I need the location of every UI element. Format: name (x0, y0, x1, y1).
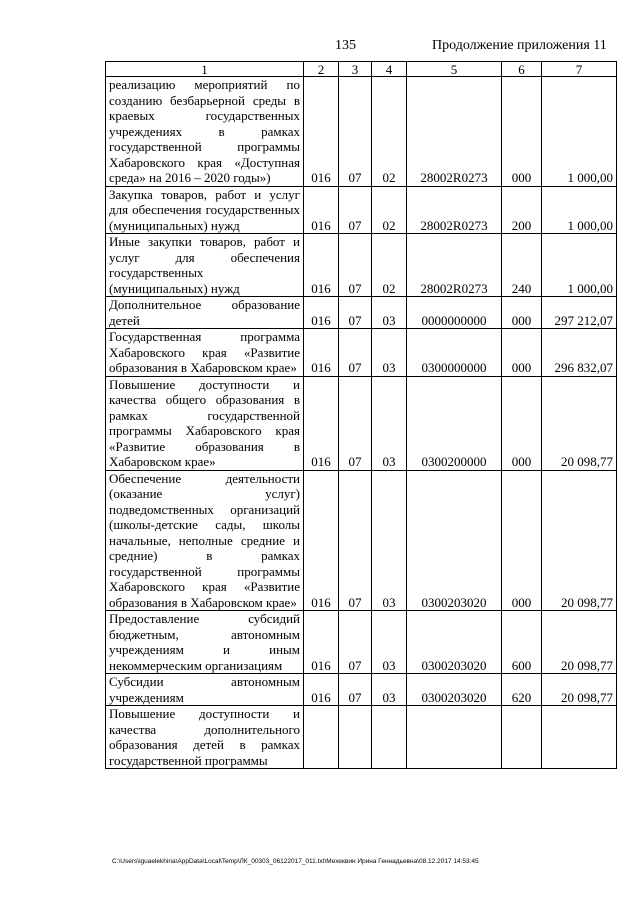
column-header: 1 (106, 62, 304, 77)
amount: 20 098,77 (542, 470, 617, 611)
expense-type-code (502, 706, 542, 769)
amount (542, 706, 617, 769)
target-article-code: 0300000000 (407, 329, 502, 377)
row-name: Повышение доступности и качества общего образования в рамках государственной программы Хабаровского края «Развитие образования в Хабаровском крае» (106, 376, 304, 470)
row-name: Закупка товаров, работ и услуг для обеспечения государственных (муниципальных) нужд (106, 186, 304, 234)
section-code: 07 (339, 329, 372, 377)
subsection-code: 02 (372, 186, 407, 234)
amount: 1 000,00 (542, 186, 617, 234)
section-code: 07 (339, 611, 372, 674)
amount: 296 832,07 (542, 329, 617, 377)
row-name: Субсидии автономным учреждениям (106, 674, 304, 706)
target-article-code: 0300200000 (407, 376, 502, 470)
amount: 20 098,77 (542, 674, 617, 706)
row-name: Государственная программа Хабаровского края «Развитие образования в Хабаровском крае» (106, 329, 304, 377)
amount: 1 000,00 (542, 234, 617, 297)
ministry-code: 016 (304, 77, 339, 187)
row-name: Иные закупки товаров, работ и услуг для обеспечения государственных (муниципальных) нужд (106, 234, 304, 297)
subsection-code: 03 (372, 297, 407, 329)
column-header: 3 (339, 62, 372, 77)
section-code: 07 (339, 674, 372, 706)
section-code: 07 (339, 77, 372, 187)
section-code: 07 (339, 234, 372, 297)
section-code: 07 (339, 297, 372, 329)
row-name: Повышение доступности и качества дополнительного образования детей в рамках государственной программы (106, 706, 304, 769)
amount: 1 000,00 (542, 77, 617, 187)
row-name: реализацию мероприятий по созданию безбарьерной среды в краевых государственных учреждениях в рамках государственной программы Хабаровского края «Доступная среда» на 2016 – 2020 годы») (106, 77, 304, 187)
expense-type-code: 620 (502, 674, 542, 706)
table-row (106, 706, 617, 769)
ministry-code: 016 (304, 329, 339, 377)
table-row (106, 376, 617, 470)
expense-type-code: 240 (502, 234, 542, 297)
page-number: 135 (335, 38, 356, 53)
table-row (106, 77, 617, 187)
table-row (106, 297, 617, 329)
target-article-code: 0300203020 (407, 674, 502, 706)
continuation-caption: Продолжение приложения 11 (432, 38, 607, 53)
row-name: Обеспечение деятельности (оказание услуг) подведомственных организаций (школы-детские сады, школы начальные, неполные средние и средние) в рамках государственной программы Хабаровского края «Развитие образования в Хабаровском крае» (106, 470, 304, 611)
table-row (106, 329, 617, 377)
subsection-code: 03 (372, 329, 407, 377)
expense-type-code: 000 (502, 329, 542, 377)
target-article-code (407, 706, 502, 769)
ministry-code: 016 (304, 674, 339, 706)
budget-table (105, 61, 617, 769)
target-article-code: 28002R0273 (407, 77, 502, 187)
subsection-code: 03 (372, 376, 407, 470)
column-header: 5 (407, 62, 502, 77)
ministry-code: 016 (304, 186, 339, 234)
amount: 297 212,07 (542, 297, 617, 329)
column-header: 4 (372, 62, 407, 77)
target-article-code: 28002R0273 (407, 186, 502, 234)
ministry-code: 016 (304, 297, 339, 329)
target-article-code: 28002R0273 (407, 234, 502, 297)
subsection-code: 02 (372, 77, 407, 187)
table-row (106, 470, 617, 611)
ministry-code: 016 (304, 470, 339, 611)
table-row (106, 611, 617, 674)
target-article-code: 0300203020 (407, 611, 502, 674)
section-code: 07 (339, 470, 372, 611)
table-row (106, 234, 617, 297)
row-name: Дополнительное образование детей (106, 297, 304, 329)
section-code: 07 (339, 186, 372, 234)
subsection-code (372, 706, 407, 769)
ministry-code: 016 (304, 611, 339, 674)
subsection-code: 03 (372, 674, 407, 706)
ministry-code: 016 (304, 234, 339, 297)
subsection-code: 03 (372, 611, 407, 674)
expense-type-code: 000 (502, 376, 542, 470)
subsection-code: 03 (372, 470, 407, 611)
target-article-code: 0300203020 (407, 470, 502, 611)
section-code (339, 706, 372, 769)
expense-type-code: 200 (502, 186, 542, 234)
column-header: 7 (542, 62, 617, 77)
row-name: Предоставление субсидий бюджетным, автономным учреждениям и иным некоммерческим организациям (106, 611, 304, 674)
ministry-code: 016 (304, 376, 339, 470)
table-row (106, 186, 617, 234)
expense-type-code: 000 (502, 77, 542, 187)
target-article-code: 0000000000 (407, 297, 502, 329)
amount: 20 098,77 (542, 611, 617, 674)
amount: 20 098,77 (542, 376, 617, 470)
expense-type-code: 000 (502, 297, 542, 329)
file-path-footer: C:\Users\iguaelekhina\AppData\Local\Temp\ЛК_00303_06122017_011.txt\Мехеквин Ирина Геннадьевна\08.12.2017 14:53:45 (112, 858, 479, 865)
section-code: 07 (339, 376, 372, 470)
expense-type-code: 600 (502, 611, 542, 674)
subsection-code: 02 (372, 234, 407, 297)
column-header: 2 (304, 62, 339, 77)
ministry-code (304, 706, 339, 769)
table-row (106, 674, 617, 706)
column-header: 6 (502, 62, 542, 77)
table-header-row (106, 62, 617, 77)
expense-type-code: 000 (502, 470, 542, 611)
